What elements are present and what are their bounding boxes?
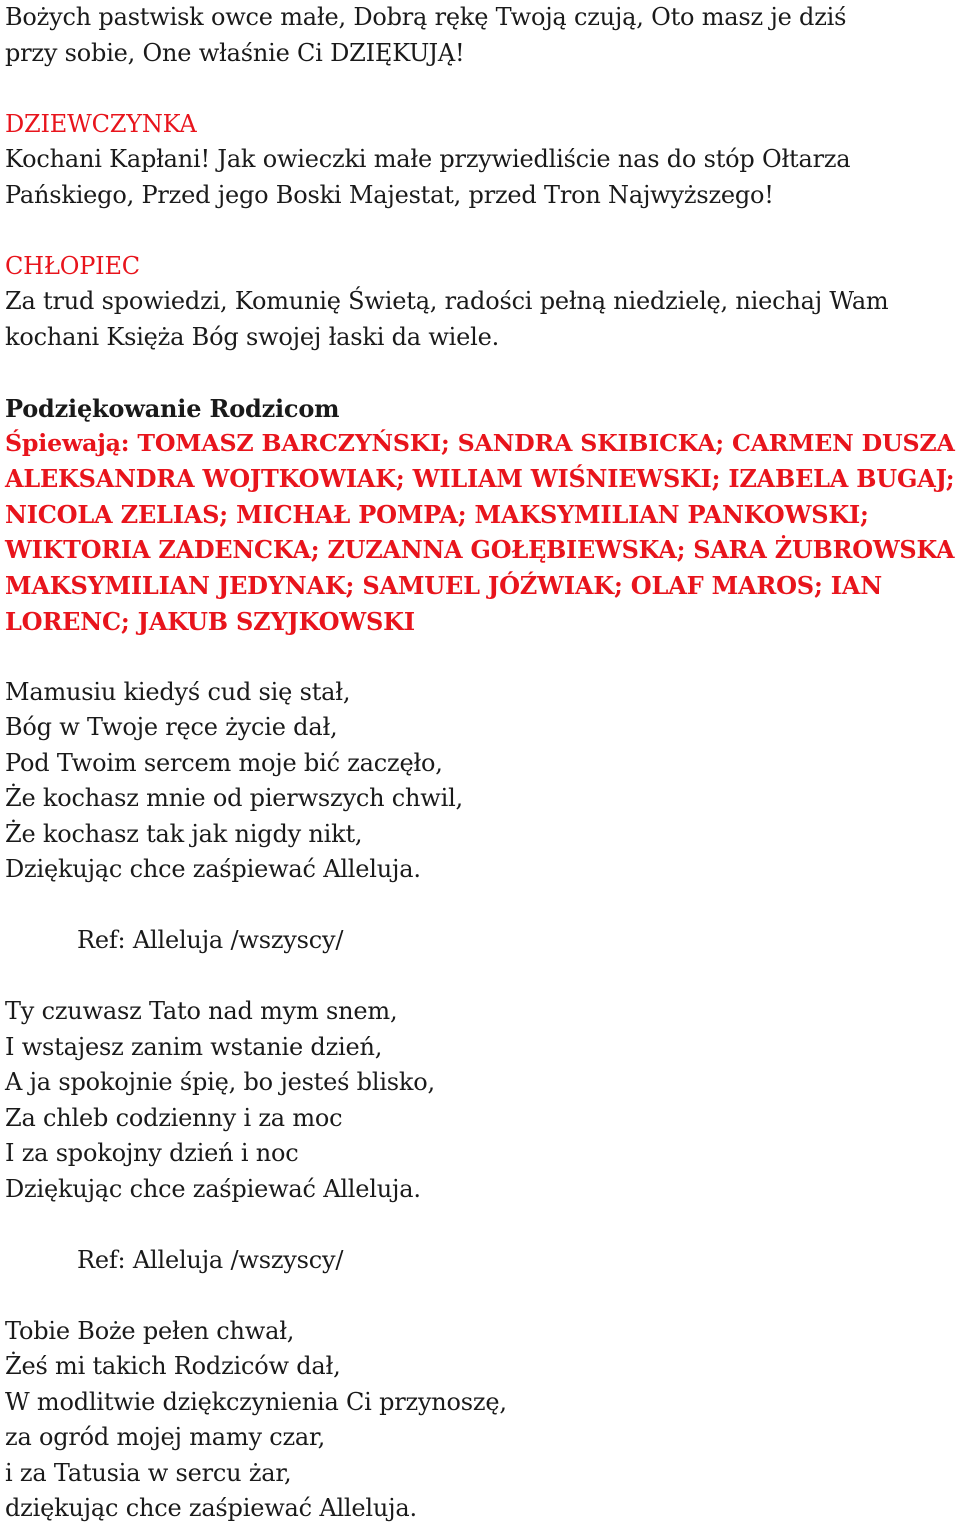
singers-line-4: WIKTORIA ZADENCKA; ZUZANNA GOŁĘBIEWSKA; SARA ŻUBROWSKA — [5, 535, 955, 564]
section-heading: Podziękowanie Rodzicom — [5, 393, 340, 423]
boy-line-1: Za trud spowiedzi, Komunię Świetą, radości pełną niedzielę, niechaj Wam — [5, 287, 889, 315]
boy-line-2: kochani Księża Bóg swojej łaski da wiele. — [5, 322, 500, 351]
document-page — [5, 0, 955, 1527]
spacer — [5, 888, 955, 924]
spacer — [5, 639, 955, 675]
verse-3-line-1: Tobie Boże pełen chwał, — [5, 1316, 295, 1345]
verse-3-line-4: za ogród mojej mamy czar, — [5, 1423, 326, 1451]
verse-2-line-5: I za spokojny dzień i noc — [5, 1139, 299, 1167]
verse-2-line-2: I wstajesz zanim wstanie dzień, — [5, 1032, 383, 1061]
singers-line-1: Śpiewają: TOMASZ BARCZYŃSKI; SANDRA SKIBICKA; CARMEN DUSZA — [5, 429, 955, 457]
verse-3-line-2: Żeś mi takich Rodziców dał, — [5, 1352, 341, 1380]
singers-line-3: NICOLA ZELIAS; MICHAŁ POMPA; MAKSYMILIAN PANKOWSKI; — [5, 500, 869, 529]
spacer — [5, 959, 955, 995]
spacer — [5, 1278, 955, 1314]
verse-2-line-4: Za chleb codzienny i za moc — [5, 1103, 343, 1132]
verse-2-line-3: A ja spokojnie śpię, bo jesteś blisko, — [5, 1068, 435, 1096]
girl-line-2: Pańskiego, Przed jego Boski Majestat, przed Tron Najwyższego! — [5, 180, 774, 209]
singers-line-5: MAKSYMILIAN JEDYNAK; SAMUEL JÓŹWIAK; OLAF MAROS; IAN — [5, 571, 882, 600]
refrain-2: Ref: Alleluja /wszyscy/ — [77, 1245, 344, 1274]
verse-3-line-5: i za Tatusia w sercu żar, — [5, 1458, 292, 1487]
refrain-1: Ref: Alleluja /wszyscy/ — [77, 926, 344, 954]
singers-line-2: ALEKSANDRA WOJTKOWIAK; WILIAM WIŚNIEWSKI; IZABELA BUGAJ; — [5, 464, 955, 493]
spacer — [5, 213, 955, 249]
intro-line-1: Bożych pastwisk owce małe, Dobrą rękę Twoją czują, Oto masz je dziś — [5, 3, 847, 31]
spacer — [5, 355, 955, 391]
verse-1-line-1: Mamusiu kiedyś cud się stał, — [5, 677, 351, 706]
speaker-boy: CHŁOPIEC — [5, 251, 140, 280]
verse-1-line-6: Dziękując chce zaśpiewać Alleluja. — [5, 855, 421, 883]
singers-line-6: LORENC; JAKUB SZYJKOWSKI — [5, 606, 415, 636]
spacer — [5, 1207, 955, 1243]
verse-1-line-2: Bóg w Twoje ręce życie dał, — [5, 713, 338, 741]
verse-2-line-6: Dziękując chce zaśpiewać Alleluja. — [5, 1174, 421, 1203]
verse-3-line-6: dziękując chce zaśpiewać Alleluja. — [5, 1494, 417, 1522]
verse-1-line-5: Że kochasz tak jak nigdy nikt, — [5, 819, 363, 848]
spacer — [5, 71, 955, 107]
verse-2-line-1: Ty czuwasz Tato nad mym snem, — [5, 997, 398, 1025]
intro-line-2: przy sobie, One właśnie Ci DZIĘKUJĄ! — [5, 38, 465, 67]
verse-1-line-3: Pod Twoim sercem moje bić zaczęło, — [5, 748, 443, 777]
speaker-girl: DZIEWCZYNKA — [5, 109, 197, 138]
girl-line-1: Kochani Kapłani! Jak owieczki małe przywiedliście nas do stóp Ołtarza — [5, 145, 851, 173]
verse-1-line-4: Że kochasz mnie od pierwszych chwil, — [5, 784, 463, 812]
verse-3-line-3: W modlitwie dziękczynienia Ci przynoszę, — [5, 1387, 507, 1416]
